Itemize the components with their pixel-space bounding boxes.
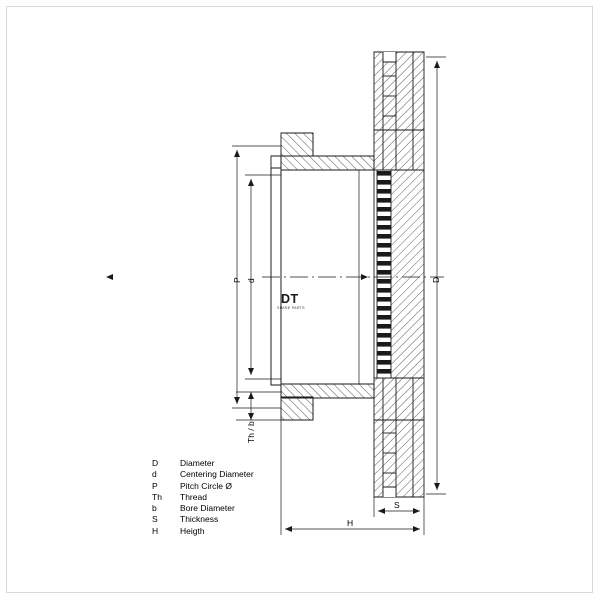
legend-item — [152, 526, 254, 537]
legend-description: Thread — [180, 491, 207, 502]
dimension-label-D: D — [431, 276, 441, 283]
legend-description: Thickness — [180, 514, 219, 525]
legend-description: Heigth — [180, 525, 205, 536]
legend-symbol: d — [152, 469, 157, 480]
dimension-label-H: H — [347, 518, 354, 528]
dt-logo-text: DT — [281, 292, 299, 306]
legend — [152, 458, 254, 537]
legend-symbol: S — [152, 514, 158, 525]
legend-symbol: Th — [152, 491, 162, 502]
legend-description: Centering Diameter — [180, 469, 254, 480]
legend-item — [152, 503, 254, 514]
legend-description: Pitch Circle Ø — [180, 480, 232, 491]
legend-item — [152, 481, 254, 492]
legend-symbol: D — [152, 458, 159, 468]
dimension-label-S: S — [394, 500, 400, 510]
legend-item — [152, 492, 254, 503]
legend-symbol: b — [152, 503, 157, 514]
legend-item — [152, 514, 254, 525]
legend-description: Diameter — [180, 458, 215, 468]
legend-item — [152, 469, 254, 480]
dimension-label-Th-b: Th / b — [246, 421, 256, 443]
legend-symbol: P — [152, 480, 158, 491]
dimension-label-P: P — [232, 277, 242, 283]
legend-description: Bore Diameter — [180, 503, 235, 514]
dt-logo-subtext: SPARE PARTS — [277, 306, 305, 310]
legend-item — [152, 458, 254, 469]
legend-symbol: H — [152, 525, 159, 536]
dimension-label-d: d — [246, 278, 256, 283]
